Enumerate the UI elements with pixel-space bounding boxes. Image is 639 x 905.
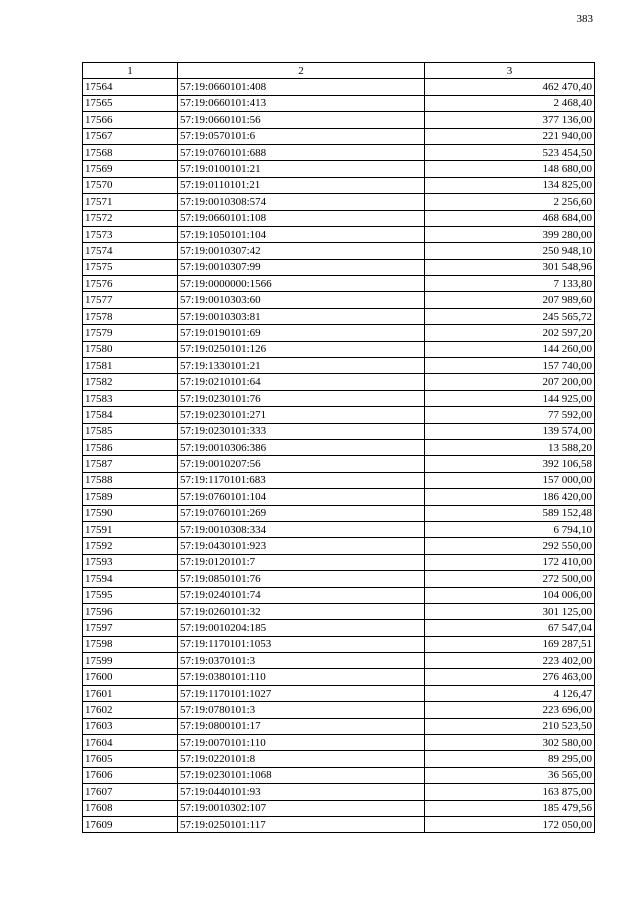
value-cell: 468 684,00 [425,210,595,226]
cadastral-number-cell: 57:19:0010307:99 [178,259,425,275]
row-number-cell: 17598 [83,636,178,652]
row-number-cell: 17586 [83,439,178,455]
cadastral-number-cell: 57:19:0440101:93 [178,784,425,800]
table-row [83,636,595,652]
cadastral-number-cell: 57:19:0230101:271 [178,407,425,423]
value-cell: 67 547,04 [425,620,595,636]
table-row [83,702,595,718]
table-row [83,374,595,390]
value-cell: 207 200,00 [425,374,595,390]
value-cell: 301 125,00 [425,603,595,619]
page-number: 383 [576,13,593,25]
data-table [82,62,595,833]
row-number-cell: 17588 [83,472,178,488]
value-cell: 36 565,00 [425,767,595,783]
value-cell: 392 106,58 [425,456,595,472]
cadastral-number-cell: 57:19:0570101:6 [178,128,425,144]
cadastral-number-cell: 57:19:0110101:21 [178,177,425,193]
row-number-cell: 17568 [83,144,178,160]
table-row [83,423,595,439]
table-row [83,718,595,734]
cadastral-number-cell: 57:19:0010303:60 [178,292,425,308]
value-cell: 104 006,00 [425,587,595,603]
value-cell: 250 948,10 [425,243,595,259]
cadastral-number-cell: 57:19:0260101:32 [178,603,425,619]
table-row [83,226,595,242]
cadastral-number-cell: 57:19:0220101:8 [178,751,425,767]
cadastral-number-cell: 57:19:0250101:126 [178,341,425,357]
value-cell: 221 940,00 [425,128,595,144]
cadastral-number-cell: 57:19:0010308:574 [178,194,425,210]
table-row [83,456,595,472]
table-row [83,144,595,160]
cadastral-number-cell: 57:19:0010302:107 [178,800,425,816]
table-row [83,292,595,308]
table-row [83,177,595,193]
cadastral-number-cell: 57:19:0250101:117 [178,816,425,832]
value-cell: 185 479,56 [425,800,595,816]
table-row [83,505,595,521]
row-number-cell: 17572 [83,210,178,226]
table-row [83,521,595,537]
cadastral-number-cell: 57:19:0660101:413 [178,95,425,111]
row-number-cell: 17605 [83,751,178,767]
cadastral-number-cell: 57:19:0780101:3 [178,702,425,718]
table-row [83,751,595,767]
value-cell: 301 548,96 [425,259,595,275]
value-cell: 589 152,48 [425,505,595,521]
value-cell: 4 126,47 [425,685,595,701]
column-header-2: 2 [178,63,425,79]
row-number-cell: 17596 [83,603,178,619]
row-number-cell: 17573 [83,226,178,242]
table-row [83,407,595,423]
value-cell: 89 295,00 [425,751,595,767]
row-number-cell: 17599 [83,653,178,669]
row-number-cell: 17589 [83,489,178,505]
table-row [83,816,595,832]
row-number-cell: 17583 [83,390,178,406]
cadastral-number-cell: 57:19:0010306:386 [178,439,425,455]
value-cell: 223 696,00 [425,702,595,718]
value-cell: 523 454,50 [425,144,595,160]
row-number-cell: 17580 [83,341,178,357]
row-number-cell: 17578 [83,308,178,324]
cadastral-number-cell: 57:19:0370101:3 [178,653,425,669]
table-row [83,784,595,800]
cadastral-number-cell: 57:19:0760101:104 [178,489,425,505]
cadastral-number-cell: 57:19:1330101:21 [178,358,425,374]
cadastral-number-cell: 57:19:0230101:76 [178,390,425,406]
row-number-cell: 17579 [83,325,178,341]
value-cell: 139 574,00 [425,423,595,439]
row-number-cell: 17565 [83,95,178,111]
row-number-cell: 17593 [83,554,178,570]
cadastral-number-cell: 57:19:0010307:42 [178,243,425,259]
row-number-cell: 17594 [83,571,178,587]
table-row [83,341,595,357]
value-cell: 157 740,00 [425,358,595,374]
table-row [83,243,595,259]
value-cell: 148 680,00 [425,161,595,177]
cadastral-number-cell: 57:19:0660101:56 [178,112,425,128]
value-cell: 302 580,00 [425,735,595,751]
value-cell: 144 925,00 [425,390,595,406]
cadastral-number-cell: 57:19:0230101:1068 [178,767,425,783]
table-row [83,571,595,587]
value-cell: 169 287,51 [425,636,595,652]
row-number-cell: 17602 [83,702,178,718]
row-number-cell: 17606 [83,767,178,783]
row-number-cell: 17584 [83,407,178,423]
row-number-cell: 17608 [83,800,178,816]
column-header-1: 1 [83,63,178,79]
row-number-cell: 17601 [83,685,178,701]
value-cell: 292 550,00 [425,538,595,554]
row-number-cell: 17604 [83,735,178,751]
cadastral-number-cell: 57:19:0240101:74 [178,587,425,603]
table-row [83,603,595,619]
cadastral-number-cell: 57:19:0100101:21 [178,161,425,177]
table-row [83,669,595,685]
row-number-cell: 17600 [83,669,178,685]
table-row [83,767,595,783]
row-number-cell: 17576 [83,276,178,292]
table-row [83,390,595,406]
cadastral-number-cell: 57:19:1170101:683 [178,472,425,488]
value-cell: 144 260,00 [425,341,595,357]
row-number-cell: 17591 [83,521,178,537]
table-row [83,112,595,128]
value-cell: 7 133,80 [425,276,595,292]
table-body [83,79,595,833]
table-row [83,800,595,816]
row-number-cell: 17566 [83,112,178,128]
table-row [83,79,595,95]
row-number-cell: 17564 [83,79,178,95]
row-number-cell: 17590 [83,505,178,521]
table-row [83,276,595,292]
value-cell: 157 000,00 [425,472,595,488]
table-row [83,358,595,374]
row-number-cell: 17592 [83,538,178,554]
cadastral-number-cell: 57:19:0120101:7 [178,554,425,570]
table-row [83,194,595,210]
cadastral-number-cell: 57:19:0380101:110 [178,669,425,685]
cadastral-number-cell: 57:19:0010308:334 [178,521,425,537]
row-number-cell: 17603 [83,718,178,734]
cadastral-number-cell: 57:19:0230101:333 [178,423,425,439]
row-number-cell: 17587 [83,456,178,472]
value-cell: 223 402,00 [425,653,595,669]
table-row [83,308,595,324]
row-number-cell: 17581 [83,358,178,374]
value-cell: 2 256,60 [425,194,595,210]
value-cell: 245 565,72 [425,308,595,324]
value-cell: 207 989,60 [425,292,595,308]
value-cell: 276 463,00 [425,669,595,685]
table-row [83,472,595,488]
row-number-cell: 17570 [83,177,178,193]
cadastral-number-cell: 57:19:0660101:408 [178,79,425,95]
value-cell: 202 597,20 [425,325,595,341]
table-row [83,325,595,341]
row-number-cell: 17585 [83,423,178,439]
value-cell: 172 050,00 [425,816,595,832]
cadastral-number-cell: 57:19:0800101:17 [178,718,425,734]
cadastral-number-cell: 57:19:0760101:688 [178,144,425,160]
table-row [83,620,595,636]
value-cell: 6 794,10 [425,521,595,537]
table-row [83,210,595,226]
cadastral-number-cell: 57:19:0660101:108 [178,210,425,226]
table-row [83,538,595,554]
value-cell: 163 875,00 [425,784,595,800]
table-row [83,489,595,505]
cadastral-number-cell: 57:19:0190101:69 [178,325,425,341]
row-number-cell: 17575 [83,259,178,275]
table-row [83,161,595,177]
value-cell: 399 280,00 [425,226,595,242]
value-cell: 186 420,00 [425,489,595,505]
table-row [83,735,595,751]
cadastral-number-cell: 57:19:0010207:56 [178,456,425,472]
value-cell: 462 470,40 [425,79,595,95]
row-number-cell: 17582 [83,374,178,390]
value-cell: 272 500,00 [425,571,595,587]
value-cell: 172 410,00 [425,554,595,570]
cadastral-number-cell: 57:19:0000000:1566 [178,276,425,292]
table-row [83,95,595,111]
row-number-cell: 17595 [83,587,178,603]
table-row [83,439,595,455]
value-cell: 2 468,40 [425,95,595,111]
row-number-cell: 17574 [83,243,178,259]
row-number-cell: 17597 [83,620,178,636]
row-number-cell: 17567 [83,128,178,144]
table-row [83,685,595,701]
cadastral-number-cell: 57:19:0010204:185 [178,620,425,636]
cadastral-number-cell: 57:19:0850101:76 [178,571,425,587]
row-number-cell: 17609 [83,816,178,832]
cadastral-number-cell: 57:19:0210101:64 [178,374,425,390]
table-row [83,259,595,275]
table-row [83,554,595,570]
cadastral-number-cell: 57:19:1170101:1053 [178,636,425,652]
table-header-row [83,63,595,79]
cadastral-number-cell: 57:19:0070101:110 [178,735,425,751]
cadastral-number-cell: 57:19:1050101:104 [178,226,425,242]
value-cell: 377 136,00 [425,112,595,128]
row-number-cell: 17607 [83,784,178,800]
column-header-3: 3 [425,63,595,79]
cadastral-number-cell: 57:19:1170101:1027 [178,685,425,701]
table-row [83,653,595,669]
value-cell: 77 592,00 [425,407,595,423]
value-cell: 210 523,50 [425,718,595,734]
table-row [83,128,595,144]
row-number-cell: 17577 [83,292,178,308]
cadastral-number-cell: 57:19:0430101:923 [178,538,425,554]
cadastral-number-cell: 57:19:0760101:269 [178,505,425,521]
cadastral-number-cell: 57:19:0010303:81 [178,308,425,324]
value-cell: 13 588,20 [425,439,595,455]
table-row [83,587,595,603]
row-number-cell: 17569 [83,161,178,177]
value-cell: 134 825,00 [425,177,595,193]
row-number-cell: 17571 [83,194,178,210]
